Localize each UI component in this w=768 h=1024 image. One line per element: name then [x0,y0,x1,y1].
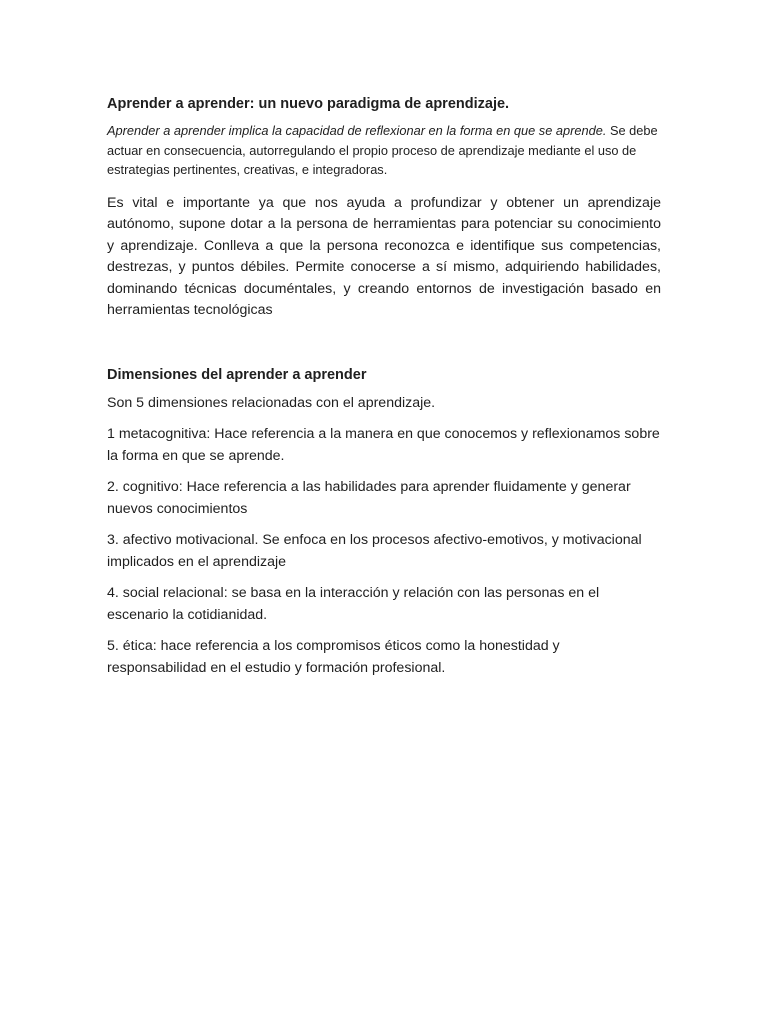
dimension-item-1: 1 metacognitiva: Hace referencia a la manera en que conocemos y reflexionamos sobre la forma en que se aprende. [107,426,660,464]
intro-italic-text: Aprender a aprender implica la capacidad de reflexionar en la forma en que se aprende. [107,123,607,138]
intro-rest-text: Se debe actuar en consecuencia, autorregulando el propio proceso de aprendizaje mediante el uso de estrategias pertinentes, creativas, e integradoras. [107,123,658,177]
body-paragraph: Es vital e importante ya que nos ayuda a profundizar y obtener un aprendizaje autónomo, supone dotar a la persona de herramientas para potenciar su conocimiento y aprendizaje. Conlleva a que la persona reconozca e identifique sus competencias, destrezas, y puntos débiles. Permite conocerse a sí mismo, adquiriendo habilidades, dominando técnicas documéntales, y creando entornos de investigación basado en herramientas tecnológicas [107,194,661,318]
section-title: Dimensiones del aprender a aprender [107,366,367,383]
dimension-item-4: 4. social relacional: se basa en la interacción y relación con las personas en el escenario la cotidianidad. [107,585,600,623]
intro-paragraph [107,121,661,180]
document-content [107,94,661,689]
dimension-item-3: 3. afectivo motivacional. Se enfoca en los procesos afectivo-emotivos, y motivacional implicados en el aprendizaje [107,532,642,570]
dimension-item-5: 5. ética: hace referencia a los compromisos éticos como la honestidad y responsabilidad en el estudio y formación profesional. [107,638,560,676]
dimension-item-2: 2. cognitivo: Hace referencia a las habilidades para aprender fluidamente y generar nuevos conocimientos [107,479,631,517]
section-intro: Son 5 dimensiones relacionadas con el aprendizaje. [107,394,436,411]
document-title: Aprender a aprender: un nuevo paradigma de aprendizaje. [107,96,510,112]
